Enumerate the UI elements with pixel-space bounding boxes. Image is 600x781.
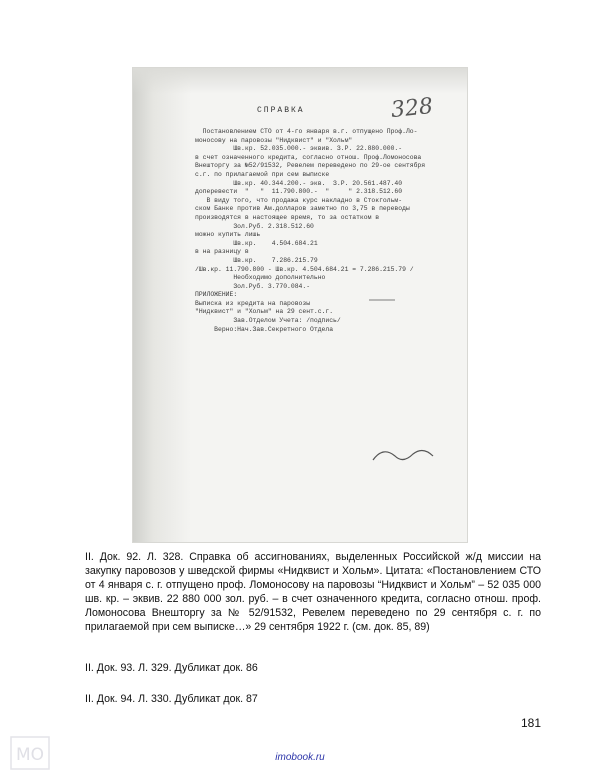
svg-text:МО: МО (15, 745, 45, 765)
note-doc-94: II. Док. 94. Л. 330. Дубликат док. 87 (85, 693, 258, 705)
typed-line: В виду того, что продажа курс накладно в Стокгольм- (195, 196, 403, 204)
typed-line: в счет означенного кредита, согласно отнош. Проф.Ломоносова (195, 153, 422, 161)
document-heading: СПРАВКА (257, 106, 305, 115)
typed-line: /Шв.кр. 11.790.800 - Шв.кр. 4.504.684.21 = 7.286.215.79 / (195, 265, 414, 273)
typed-line: доперевести " " 11.790.800.- " " 2.318.512.60 (195, 188, 403, 196)
typed-line: Шв.кр. 7.286.215.79 (195, 256, 318, 264)
typed-line: можно купить лишь (195, 231, 261, 239)
archival-document-scan (133, 68, 467, 542)
typed-line: Зав.Отделом Учета: /подпись/ (195, 317, 341, 325)
typed-line: ском Банке против Ам.долларов заметно по 3,75 в переводы (195, 205, 410, 213)
typed-line: Зол.Руб. 3.770.084.- (195, 282, 311, 290)
typed-line: производятся в настоящее время, то за остатком в (195, 213, 380, 221)
typed-line: Шв.кр. 52.035.000.- эквив. З.Р. 22.880.000.- (195, 145, 403, 153)
typed-line: Верно:Нач.Зав.Секретного Отдела (195, 325, 334, 333)
typed-line: в на разницу в (195, 248, 249, 256)
typed-line: Шв.кр. 40.344.200.- экв. З.Р. 20.561.487.40 (195, 179, 403, 187)
typed-line: "Нидквист" и "Хольм" на 29 сент.с.г. (195, 308, 334, 316)
typed-line: моносову на паровозы "Нидквист" и "Хольм" (195, 136, 353, 144)
typed-line: Необходимо дополнительно (195, 274, 326, 282)
typed-line: ПРИЛОЖЕНИЕ: (195, 291, 238, 299)
typed-line: с.г. по прилагаемой при сем выписке (195, 170, 330, 178)
typed-line: Внешторгу за №52/91532, Ревелем переведено по 29-ое сентября (195, 162, 426, 170)
typed-line: Зол.Руб. 2.318.512.60 (195, 222, 314, 230)
typed-line: Шв.кр. 4.504.684.21 (195, 239, 318, 247)
footer-site-link[interactable]: imobook.ru (275, 752, 325, 763)
handwritten-page-number: 328 (389, 93, 435, 124)
figure-caption: II. Док. 92. Л. 328. Справка об ассигнованиях, выделенных Российской ж/д миссии на закупку паровозов у шведской фирмы «Нидквист и Хольм». Цитата: «Постановлением СТО от 4 января с. г. отпущено проф. Ломоносову на паровозы “Нидквист и Хольм” – 52 035 000 шв. кр. – эквив. 22 880 000 зол. руб. – в счет означенного кредита, согласно отнош. проф. Ломоносова Внешторгу за № 52/91532, Ревелем переведено по 29 сентября с. г. по прилагаемой при сем выписке…» 29 сентября 1922 г. (см. док. 85, 89) (85, 551, 541, 633)
typed-line: Постановлением СТО от 4-го января в.г. отпущено Проф.Ло- (195, 128, 418, 135)
publisher-logo-icon (10, 736, 50, 770)
typed-line: Выписка из кредита на паровозы (195, 299, 311, 307)
signature-marks (133, 68, 467, 542)
note-doc-93: II. Док. 93. Л. 329. Дубликат док. 86 (85, 662, 258, 674)
page-number: 181 (521, 716, 542, 730)
